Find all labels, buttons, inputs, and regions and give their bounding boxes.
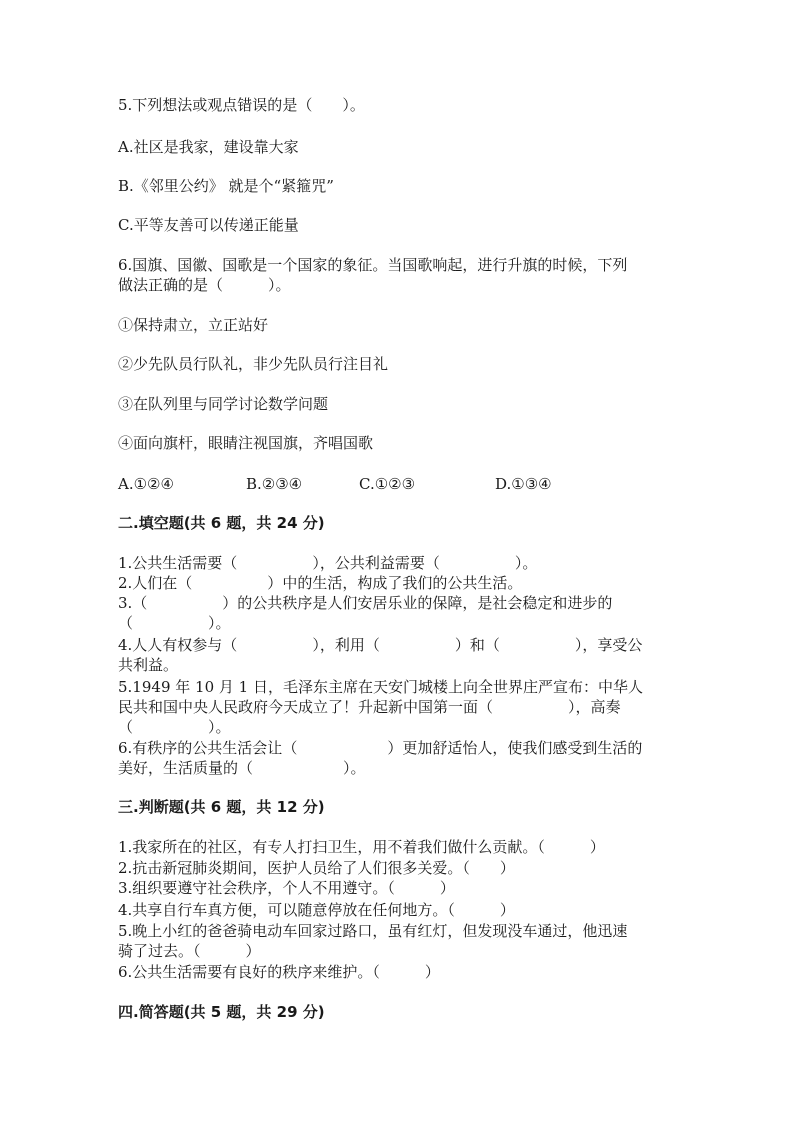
judge-line: 5.晚上小红的爸爸骑电动车回家过路口，虽有红灯，但发现没车通过，他迅速: [118, 922, 628, 940]
fill-line: 5.1949 年 10 月 1 日，毛泽东主席在天安门城楼上向全世界庄严宣布：中华人: [118, 678, 643, 696]
q6-option-d: D.①③④: [495, 475, 552, 493]
q6-item-1: ①保持肃立，立正站好: [118, 316, 269, 334]
fill-line: 6.有秩序的公共生活会让（ ）更加舒适怡人，使我们感受到生活的: [118, 739, 643, 757]
q6-option-c: C.①②③: [359, 475, 416, 493]
fill-line: 3.（ ）的公共秩序是人们安居乐业的保障，是社会稳定和进步的: [118, 594, 613, 612]
q6-item-4: ④面向旗杆，眼睛注视国旗，齐唱国歌: [118, 434, 374, 452]
q5-option-c: C.平等友善可以传递正能量: [118, 216, 299, 234]
q5-option-b: B.《邻里公约》 就是个“紧箍咒”: [118, 177, 334, 195]
q6-stem-line2: 做法正确的是（ ）。: [118, 276, 291, 294]
judge-line: 骑了过去。（ ）: [118, 942, 261, 960]
judge-line: 1.我家所在的社区，有专人打扫卫生，用不着我们做什么贡献。（ ）: [118, 838, 605, 856]
fill-line: 1.公共生活需要（ ），公共利益需要（ ）。: [118, 554, 538, 572]
judge-section-heading: 三.判断题(共 6 题，共 12 分): [118, 798, 325, 816]
q5-stem: 5.下列想法或观点错误的是（ ）。: [118, 96, 365, 114]
q6-item-2: ②少先队员行队礼，非少先队员行注目礼: [118, 355, 389, 373]
q6-option-a: A.①②④: [118, 475, 174, 493]
judge-line: 3.组织要遵守社会秩序，个人不用遵守。（ ）: [118, 879, 455, 897]
short-answer-section-heading: 四.简答题(共 5 题，共 29 分): [118, 1003, 325, 1021]
judge-line: 2.抗击新冠肺炎期间，医护人员给了人们很多关爱。（ ）: [118, 859, 515, 877]
judge-line: 6.公共生活需要有良好的秩序来维护。（ ）: [118, 963, 440, 981]
judge-line: 4.共享自行车真方便，可以随意停放在任何地方。（ ）: [118, 901, 515, 919]
q6-stem-line1: 6.国旗、国徽、国歌是一个国家的象征。当国歌响起，进行升旗的时候，下列: [118, 256, 628, 274]
q6-option-b: B.②③④: [246, 475, 303, 493]
fill-line: （ ）。: [118, 614, 231, 632]
q6-item-3: ③在队列里与同学讨论数学问题: [118, 395, 329, 413]
fill-line: 2.人们在（ ）中的生活，构成了我们的公共生活。: [118, 574, 523, 592]
fill-line: 4.人人有权参与（ ），利用（ ）和（ ），享受公: [118, 636, 643, 654]
q5-option-a: A.社区是我家，建设靠大家: [118, 138, 299, 156]
fill-line: 民共和国中央人民政府今天成立了！升起新中国第一面（ ），高奏: [118, 698, 621, 716]
fill-section-heading: 二.填空题(共 6 题，共 24 分): [118, 514, 325, 532]
fill-line: 美好，生活质量的（ ）。: [118, 759, 366, 777]
fill-line: （ ）。: [118, 718, 231, 736]
fill-line: 共利益。: [118, 656, 179, 674]
